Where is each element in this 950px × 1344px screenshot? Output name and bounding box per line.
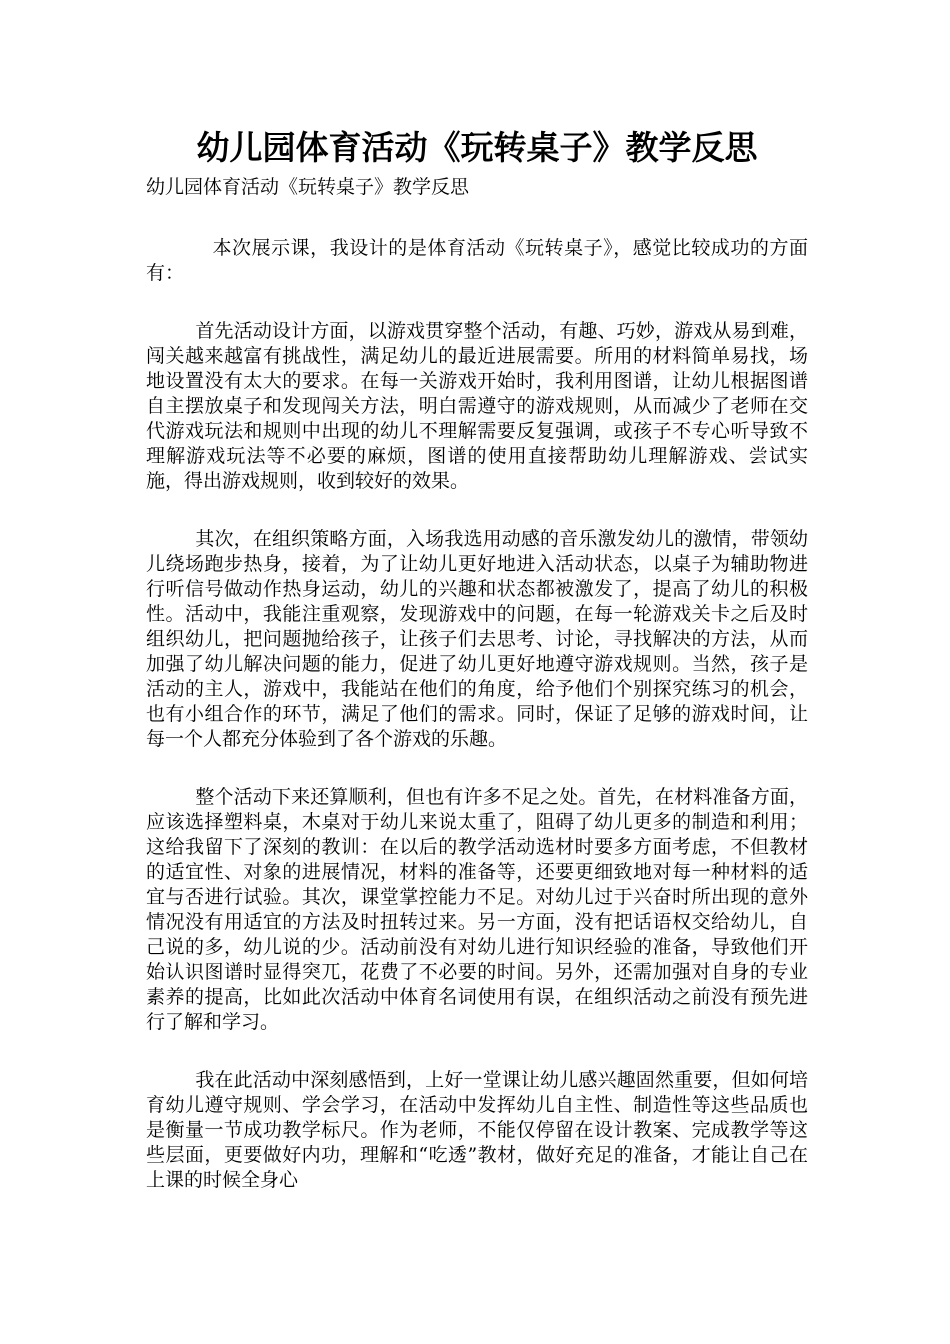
paragraph-reflection: 我在此活动中深刻感悟到，上好一堂课让幼儿感兴趣固然重要，但如何培育幼儿遵守规则、学会学习，在活动中发挥幼儿自主性、制造性等这些品质也是衡量一节成功教学标尺。作为老师，不能仅停留在设计教案、完成教学等这些层面，更要做好内功，理解和“吃透”教材，做好充足的准备，才能让自己在上课的时候全身心	[146, 1069, 808, 1191]
document-body	[146, 122, 808, 1193]
paragraph-activity-design: 首先活动设计方面，以游戏贯穿整个活动，有趣、巧妙，游戏从易到难，闯关越来越富有挑战性，满足幼儿的最近进展需要。所用的材料简单易找，场地设置没有太大的要求。在每一关游戏开始时，我利用图谱，让幼儿根据图谱自主摆放桌子和发现闯关方法，明白需遵守的游戏规则，从而减少了老师在交代游戏玩法和规则中出现的幼儿不理解需要反复强调，或孩子不专心听导致不理解游戏玩法等不必要的麻烦，图谱的使用直接帮助幼儿理解游戏、尝试实施，得出游戏规则，收到较好的效果。	[146, 320, 808, 492]
paragraph-intro: 本次展示课，我设计的是体育活动《玩转桌子》，感觉比较成功的方面有：	[146, 237, 808, 284]
paragraph-shortcomings: 整个活动下来还算顺利，但也有许多不足之处。首先，在材料准备方面，应该选择塑料桌，木桌对于幼儿来说太重了，阻碍了幼儿更多的制造和利用；这给我留下了深刻的教训：在以后的教学活动选材时要多方面考虑，不但教材的适宜性、对象的进展情况，材料的准备等，还要更细致地对每一种材料的适宜与否进行试验。其次，课堂掌控能力不足。对幼儿过于兴奋时所出现的意外情况没有用适宜的方法及时扭转过来。另一方面，没有把话语权交给幼儿，自己说的多，幼儿说的少。活动前没有对幼儿进行知识经验的准备，导致他们开始认识图谱时显得突兀，花费了不必要的时间。另外，还需加强对自身的专业素养的提高，比如此次活动中体育名词使用有误，在组织活动之前没有预先进行了解和学习。	[146, 786, 808, 1033]
document-subtitle: 幼儿园体育活动《玩转桌子》教学反思	[146, 176, 470, 198]
document-title: 幼儿园体育活动《玩转桌子》教学反思	[196, 128, 758, 167]
paragraph-organization-strategy: 其次，在组织策略方面，入场我选用动感的音乐激发幼儿的激情，带领幼儿绕场跑步热身，接着，为了让幼儿更好地进入活动状态，以桌子为辅助物进行听信号做动作热身运动，幼儿的兴趣和状态都被激发了，提高了幼儿的积极性。活动中，我能注重观察，发现游戏中的问题，在每一轮游戏关卡之后及时组织幼儿，把问题抛给孩子，让孩子们去思考、讨论，寻找解决的方法，从而加强了幼儿解决问题的能力，促进了幼儿更好地遵守游戏规则。当然，孩子是活动的主人，游戏中，我能站在他们的角度，给予他们个别探究练习的机会，也有小组合作的环节，满足了他们的需求。同时，保证了足够的游戏时间，让每一个人都充分体验到了各个游戏的乐趣。	[146, 528, 808, 750]
